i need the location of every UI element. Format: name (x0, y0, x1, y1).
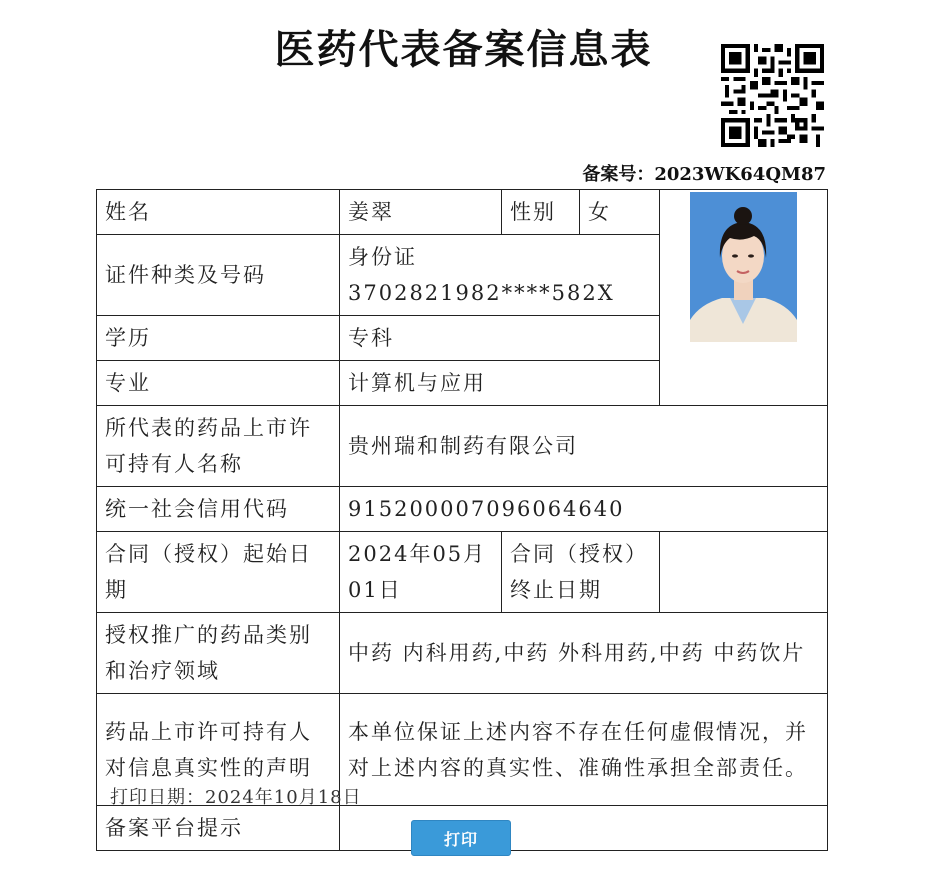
start-date-value: 2024年05月01日 (340, 532, 502, 613)
credit-code-value: 915200007096064640 (340, 487, 828, 532)
category-value: 中药 内科用药,中药 外科用药,中药 中药饮片 (340, 613, 828, 694)
gender-label: 性别 (502, 190, 580, 235)
major-value: 计算机与应用 (340, 361, 660, 406)
major-label: 专业 (97, 361, 340, 406)
holder-value: 贵州瑞和制药有限公司 (340, 406, 828, 487)
name-label: 姓名 (97, 190, 340, 235)
record-number: 备案号：2023WK64QM87 (582, 164, 826, 185)
category-label: 授权推广的药品类别和治疗领域 (97, 613, 340, 694)
id-label: 证件种类及号码 (97, 235, 340, 316)
declaration-label: 药品上市许可持有人对信息真实性的声明 (97, 694, 340, 806)
gender-value: 女 (580, 190, 660, 235)
qr-code-icon (721, 44, 824, 147)
end-date-value (660, 532, 828, 613)
platform-hint-label: 备案平台提示 (97, 806, 340, 851)
info-table (96, 189, 828, 851)
end-date-label: 合同（授权）终止日期 (502, 532, 660, 613)
photo-cell (660, 190, 828, 406)
name-value: 姜翠 (340, 190, 502, 235)
education-label: 学历 (97, 316, 340, 361)
declaration-value: 本单位保证上述内容不存在任何虚假情况，并对上述内容的真实性、准确性承担全部责任。 (340, 694, 828, 806)
holder-label: 所代表的药品上市许可持有人名称 (97, 406, 340, 487)
credit-code-label: 统一社会信用代码 (97, 487, 340, 532)
education-value: 专科 (340, 316, 660, 361)
start-date-label: 合同（授权）起始日期 (97, 532, 340, 613)
print-date: 打印日期：2024年10月18日 (110, 787, 362, 808)
print-button[interactable]: 打印 (411, 820, 511, 856)
person-photo (690, 192, 797, 342)
id-value: 身份证 3702821982****582X (340, 235, 660, 316)
page-title: 医药代表备案信息表 (274, 26, 653, 73)
